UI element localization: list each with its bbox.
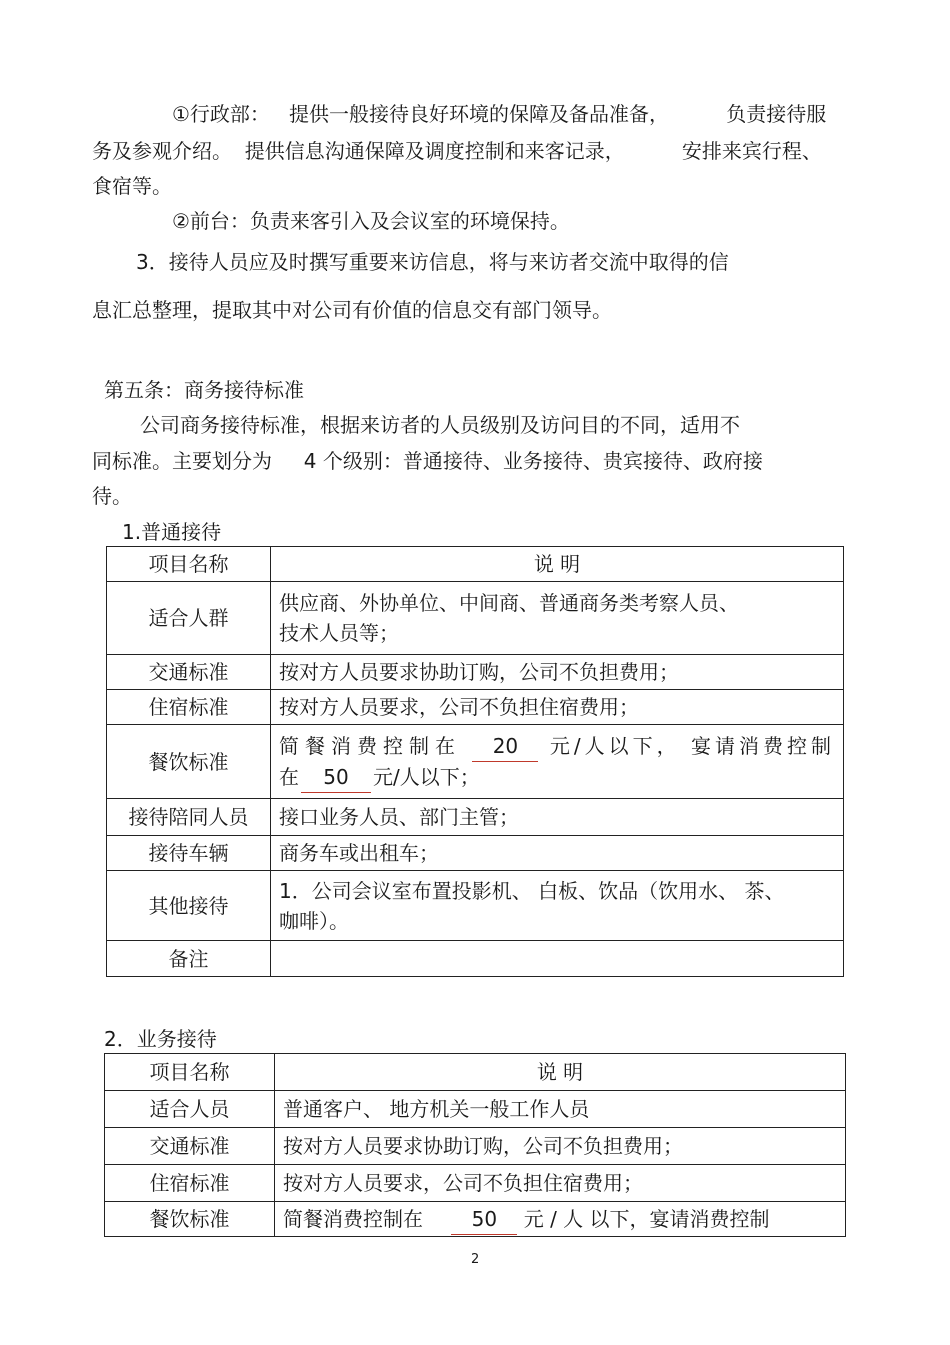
header-description: 说 明	[271, 547, 844, 582]
row-description: 按对方人员要求，公司不负担住宿费用；	[271, 690, 844, 725]
table2-title: 2．业务接待	[104, 1027, 217, 1051]
header-item-name: 项目名称	[105, 1054, 275, 1091]
row-description: 按对方人员要求协助订购，公司不负担费用；	[275, 1128, 846, 1165]
row-name: 备注	[107, 941, 271, 977]
row-name: 接待车辆	[107, 836, 271, 871]
table1-title: 1.普通接待	[122, 520, 222, 544]
row-description: 按对方人员要求协助订购，公司不负担费用；	[271, 655, 844, 690]
row-name: 其他接待	[107, 871, 271, 941]
table-row	[107, 725, 844, 799]
page-number: 2	[471, 1252, 480, 1267]
row-description	[271, 582, 844, 655]
table-row	[107, 799, 844, 836]
row-description	[271, 871, 844, 941]
row-description	[275, 1202, 846, 1237]
row-name: 适合人群	[107, 582, 271, 655]
desc-line	[279, 731, 835, 762]
intro-line-2: 务及参观介绍。 提供信息沟通保障及调度控制和来客记录， 安排来宾行程、	[92, 139, 822, 163]
article5-para-1: 公司商务接待标准，根据来访者的人员级别及访问目的不同，适用不	[140, 413, 740, 437]
intro-line-6: 息汇总整理，提取其中对公司有价值的信息交有部门领导。	[92, 298, 612, 322]
table-row	[107, 941, 844, 977]
desc-line: 1．公司会议室布置投影机、 白板、饮品（饮用水、 茶、	[279, 878, 785, 903]
row-name: 餐饮标准	[107, 725, 271, 799]
row-name: 接待陪同人员	[107, 799, 271, 836]
row-description: 接口业务人员、部门主管；	[271, 799, 844, 836]
row-name: 交通标准	[105, 1128, 275, 1165]
table-row	[107, 836, 844, 871]
row-description	[271, 941, 844, 977]
meal-amount-blank: 20	[472, 731, 538, 762]
article5-para-2: 同标准。主要划分为 4 个级别：普通接待、业务接待、贵宾接待、政府接	[92, 449, 763, 473]
table-row	[107, 871, 844, 941]
row-description: 商务车或出租车；	[271, 836, 844, 871]
table1	[106, 546, 844, 977]
table-row	[105, 1054, 846, 1091]
table-row	[107, 582, 844, 655]
desc-line: 供应商、外协单位、中间商、普通商务类考察人员、	[279, 591, 739, 615]
table-row	[105, 1165, 846, 1202]
desc-text: 简餐消费控制在	[279, 733, 461, 758]
table-row	[107, 655, 844, 690]
desc-text: 元/人以下；	[373, 764, 480, 789]
table-row	[105, 1202, 846, 1237]
table-row	[105, 1128, 846, 1165]
table-row	[107, 690, 844, 725]
row-name: 交通标准	[107, 655, 271, 690]
banquet-amount-blank: 50	[301, 762, 371, 793]
header-item-name: 项目名称	[107, 547, 271, 582]
desc-line: 咖啡）。	[279, 908, 349, 933]
desc-line	[279, 762, 835, 793]
article5-heading: 第五条：商务接待标准	[104, 378, 304, 402]
desc-text: 元/人以下， 宴请消费控制	[549, 733, 835, 758]
intro-line-5: 3．接待人员应及时撰写重要来访信息，将与来访者交流中取得的信	[136, 250, 729, 274]
intro-line-4: ②前台：负责来客引入及会议室的环境保持。	[172, 209, 570, 233]
intro-line-1: ①行政部： 提供一般接待良好环境的保障及备品准备， 负责接待服	[172, 102, 827, 126]
desc-text: 简餐消费控制在	[283, 1206, 423, 1231]
header-description: 说 明	[275, 1054, 846, 1091]
article5-para-3: 待。	[92, 484, 132, 508]
table-row	[105, 1091, 846, 1128]
row-name: 适合人员	[105, 1091, 275, 1128]
intro-line-3: 食宿等。	[92, 174, 172, 198]
row-name: 住宿标准	[105, 1165, 275, 1202]
meal-amount-blank: 50	[451, 1204, 517, 1235]
desc-line: 技术人员等；	[279, 621, 399, 645]
desc-text: 元 / 人 以下，宴请消费控制	[523, 1206, 770, 1231]
table-row	[107, 547, 844, 582]
row-name: 餐饮标准	[105, 1202, 275, 1237]
row-description	[271, 725, 844, 799]
row-description: 按对方人员要求，公司不负担住宿费用；	[275, 1165, 846, 1202]
row-name: 住宿标准	[107, 690, 271, 725]
desc-text: 在	[279, 764, 299, 789]
table2	[104, 1053, 846, 1237]
row-description: 普通客户、 地方机关一般工作人员	[275, 1091, 846, 1128]
